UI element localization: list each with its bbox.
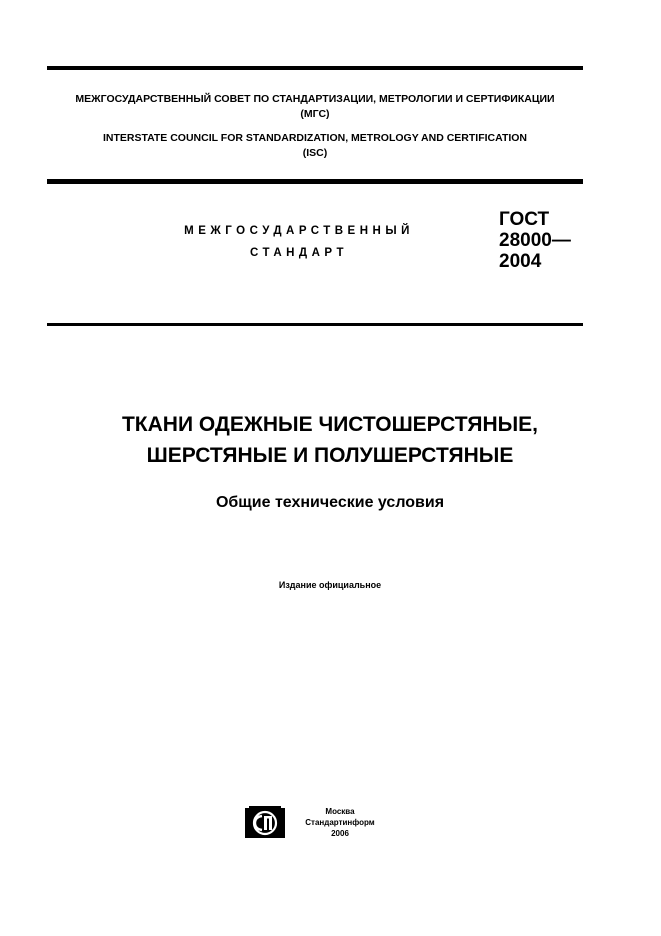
council-name-ru: [47, 92, 583, 122]
gost-label: ГОСТ: [499, 209, 550, 230]
council-name-en-line: INTERSTATE COUNCIL FOR STANDARDIZATION, METROLOGY AND CERTIFICATION: [102, 132, 528, 144]
council-name-en: [47, 131, 583, 161]
publisher-year: 2006: [331, 829, 349, 838]
publisher-city: Москва: [325, 807, 355, 816]
gost-designation: [499, 209, 571, 272]
standartinform-logo-icon: [245, 806, 285, 838]
standard-type-line1: МЕЖГОСУДАРСТВЕННЫЙ: [184, 225, 414, 237]
document-subtitle: Общие технические условия: [215, 494, 445, 511]
publisher-block: [290, 806, 390, 839]
gost-number: 28000—: [499, 230, 571, 251]
document-title-line2: ШЕРСТЯНЫЕ И ПОЛУШЕРСТЯНЫЕ: [146, 444, 514, 467]
council-abbr-ru: (МГС): [300, 108, 330, 120]
gost-year: 2004: [499, 251, 542, 272]
standard-type: [160, 220, 438, 264]
bottom-rule: [47, 323, 583, 326]
council-name-ru-line: МЕЖГОСУДАРСТВЕННЫЙ СОВЕТ ПО СТАНДАРТИЗАЦИИ, МЕТРОЛОГИИ И СЕРТИФИКАЦИИ: [75, 93, 555, 105]
document-title: [47, 409, 613, 471]
publisher-name: Стандартинформ: [305, 818, 375, 827]
standard-type-line2: СТАНДАРТ: [250, 247, 348, 259]
edition-note: Издание официальное: [278, 580, 382, 590]
document-title-line1: ТКАНИ ОДЕЖНЫЕ ЧИСТОШЕРСТЯНЫЕ,: [121, 413, 539, 436]
top-rule: [47, 66, 583, 70]
council-abbr-en: (ISC): [302, 147, 328, 159]
middle-rule: [47, 179, 583, 184]
